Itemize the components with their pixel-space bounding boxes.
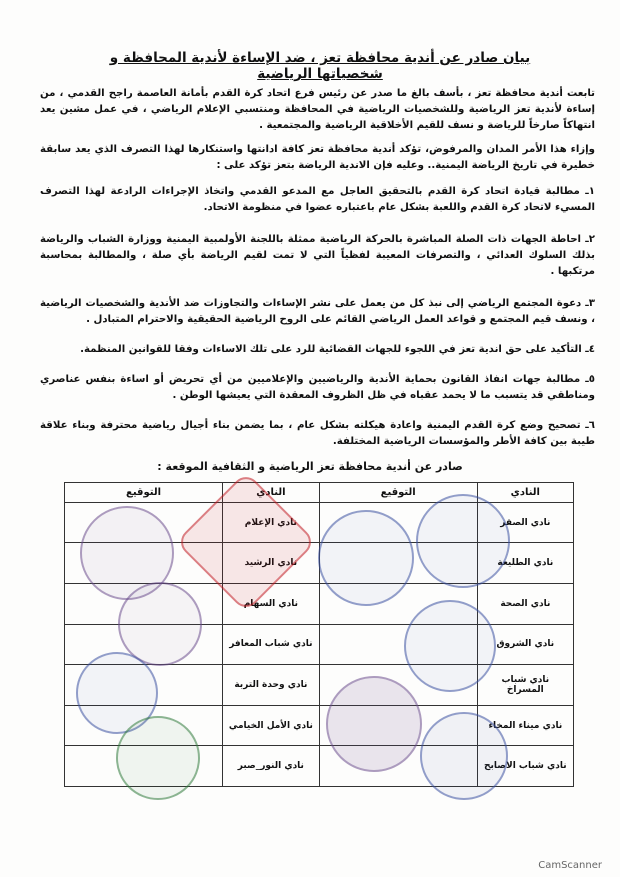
club-cell: نادي السهام bbox=[223, 583, 320, 624]
club-cell: نادي شباب المسراخ bbox=[477, 665, 573, 706]
header-club-2: النادي bbox=[223, 483, 320, 503]
club-cell: نادي ميناء المخاء bbox=[477, 705, 573, 746]
club-cell: نادي شباب الاصابح bbox=[477, 746, 573, 787]
club-cell: نادي الطليعة bbox=[477, 543, 573, 584]
club-cell: نادي شباب المعافر bbox=[223, 624, 320, 665]
signatories-heading: صادر عن أندية محافظة تعز الرياضية و الثقافية الموقعة : bbox=[157, 460, 463, 473]
club-cell: نادي الصقر bbox=[477, 502, 573, 543]
stamp-seal bbox=[416, 494, 510, 588]
paragraph-point-6: ٦ـ تصحيح وضع كرة القدم اليمنية واعادة هيكلته بشكل عام ، بما يضمن بناء أجيال رياضية محترفة وبناء علاقة طيبة بين كافة الأطر والمؤسسات الرياضية المختلفة. bbox=[40, 420, 595, 447]
paragraph-intro: تابعت أندية محافظة تعز ، بأسف بالغ ما صدر عن رئيس فرع اتحاد كرة القدم بأمانة العاصمة راجح القدمي ، من إساءة لأندية تعز الرياضية وللشخصيات الرياضية في المحافظة ومنتسبي الإعلام الرياضي ، في عمل مشين يعد انتهاكاً صارخاً للرياضة و نسف للقيم الأخلاقية الرياضية والمجتمعية . bbox=[40, 88, 595, 131]
stamp-seal bbox=[326, 676, 422, 772]
paragraph-condemnation: وإزاء هذا الأمر المدان والمرفوض، تؤكد أندية محافظة تعز كافة ادانتها واستنكارها لهذا التصرف الذي يعد سابقة خطيرة في تاريخ الرياضة اليمنية.. وعليه فإن الاندية الرياضة بتعز تؤكد على : bbox=[40, 144, 595, 171]
paragraph-point-3: ٣ـ دعوة المجتمع الرياضي إلى نبذ كل من يعمل على نشر الإساءات والتجاوزات ضد الأندية والشخصيات الرياضية ، ونسف قيم المجتمع و قواعد العمل الرياضي القائم على الروح الرياضية الحقيقية والاحترام المتبادل . bbox=[40, 298, 595, 325]
header-signature-2: التوقيع bbox=[65, 483, 223, 503]
club-cell: نادي الشروق bbox=[477, 624, 573, 665]
scanner-watermark: CamScanner bbox=[538, 860, 602, 871]
header-signature-1: التوقيع bbox=[319, 483, 477, 503]
document-title: بيان صادر عن أندية محافظة تعز ، ضد الإساءة لأندية المحافظة و شخصياتها الرياضية bbox=[109, 50, 531, 82]
club-cell: نادي النور_صبر bbox=[223, 746, 320, 787]
club-cell: نادي الرشيد bbox=[223, 543, 320, 584]
club-cell: نادي الصحة bbox=[477, 583, 573, 624]
stamp-seal bbox=[404, 600, 496, 692]
table-header-row bbox=[65, 483, 574, 503]
paragraph-point-1: ١ـ مطالبة قيادة اتحاد كرة القدم بالتحقيق العاجل مع المدعو القدمي واتخاذ الإجراءات الرادعة لهذا التصرف المسيء لاتحاد كرة القدم واللعبة بشكل عام باعتباره عضوا في منظومة الاتحاد. bbox=[40, 186, 595, 213]
club-cell: نادي الأمل الخيامي bbox=[223, 705, 320, 746]
stamp-seal bbox=[420, 712, 508, 800]
stamp-seal bbox=[116, 716, 200, 800]
paragraph-point-4: ٤ـ التأكيد على حق اندية تعز في اللجوء للجهات القضائية للرد على تلك الاساءات وفقا للقوانين المنظمة. bbox=[80, 344, 595, 355]
paragraph-point-2: ٢ـ احاطة الجهات ذات الصلة المباشرة بالحركة الرياضية ممثلة باللجنة الأولمبية اليمنية ووزارة الشباب والرياضة بذلك السلوك العدائي ، والتصرفات المعيبة لفظياً التي لا تمت لقيم الرياضة بأي صلة ، والمطالبة بمحاسبة مرتكبها . bbox=[40, 234, 595, 277]
header-club-1: النادي bbox=[477, 483, 573, 503]
club-cell: نادي وحدة التربة bbox=[223, 665, 320, 706]
stamp-seal bbox=[318, 510, 414, 606]
paragraph-point-5: ٥ـ مطالبة جهات انفاذ القانون بحماية الأندية والرياضيين والإعلاميين من أي تحريض أو اساءة بنفس عناصري ومناطقي قد يتسبب ما لا يحمد عقباه في ظل الظروف المعقدة التي يعيشها الوطن . bbox=[40, 374, 595, 401]
club-cell: نادي الإعلام bbox=[223, 502, 320, 543]
